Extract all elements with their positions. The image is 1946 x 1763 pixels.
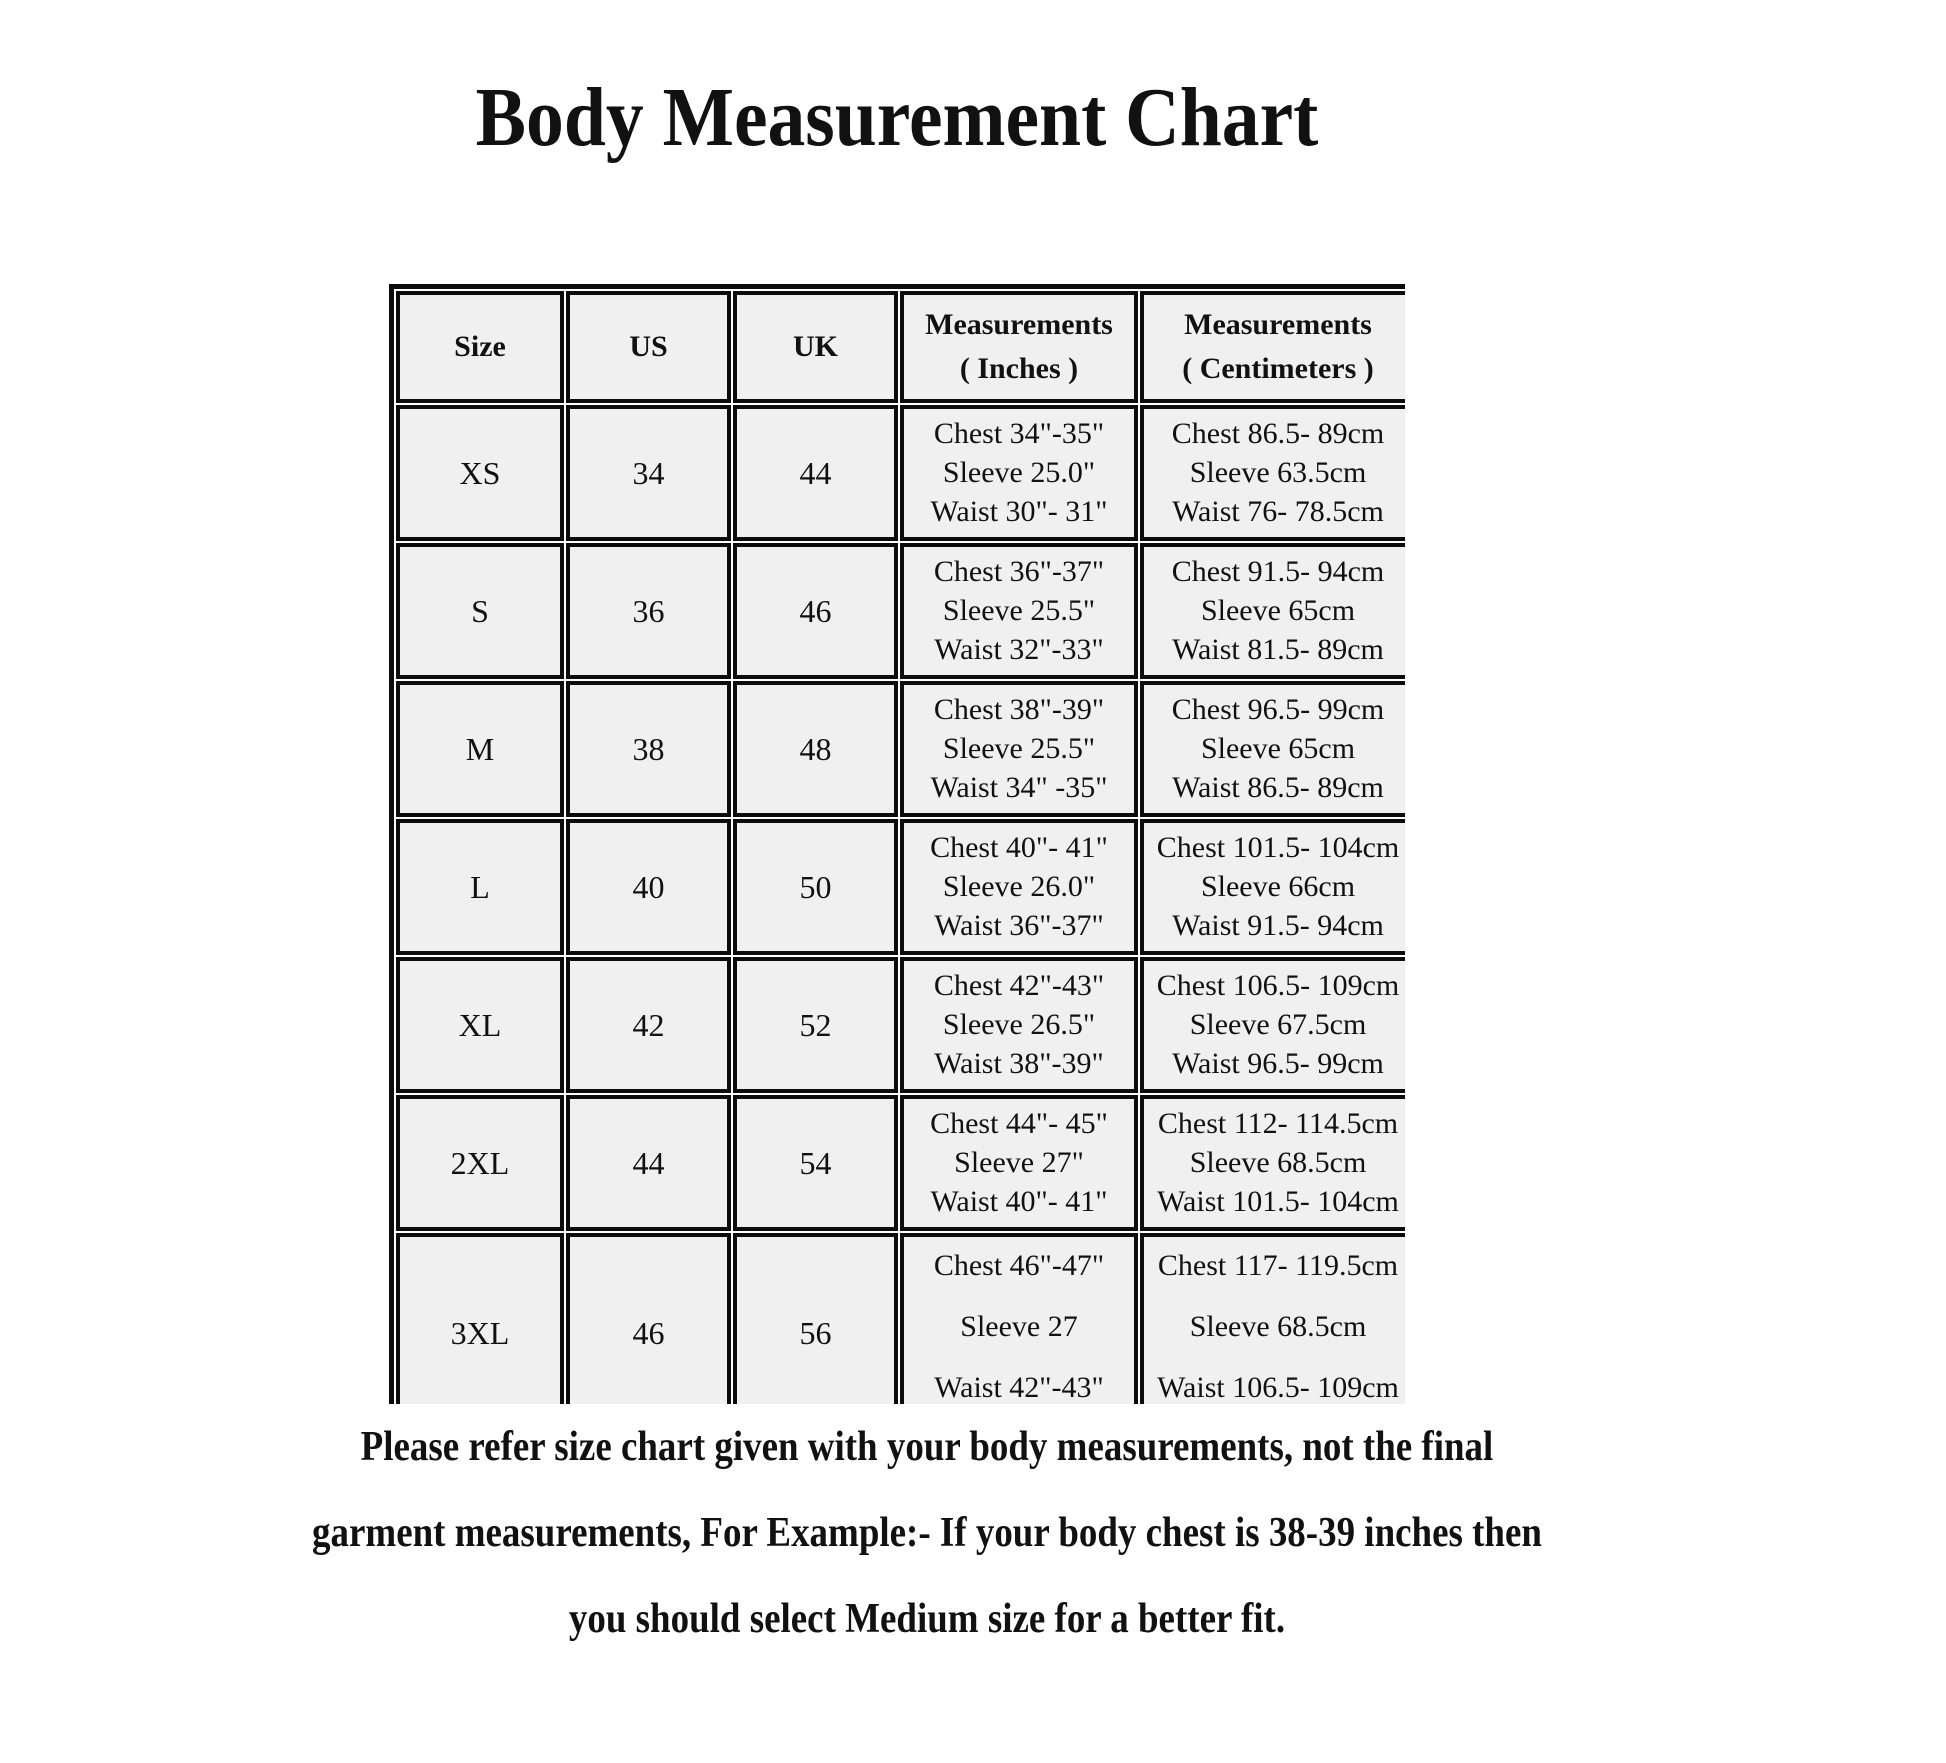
cm-measurements-cell [1140, 681, 1405, 817]
cm-measurements-cell [1140, 957, 1405, 1093]
inches-measurements-cell [900, 819, 1138, 955]
measurement-line: Waist 76- 78.5cm [1172, 495, 1384, 528]
measurement-line: Waist 91.5- 94cm [1172, 909, 1384, 942]
header-cell-2 [733, 291, 898, 403]
measurement-line: Waist 38"-39" [934, 1047, 1104, 1080]
measurement-line: Chest 112- 114.5cm [1157, 1107, 1399, 1140]
measurement-line: Chest 101.5- 104cm [1156, 831, 1400, 864]
inches-measurements-cell [900, 957, 1138, 1093]
us-cell: 46 [566, 1233, 731, 1404]
inches-measurement-lines [904, 825, 1134, 949]
header-cell-0 [396, 291, 564, 403]
measurement-line: Waist 106.5- 109cm [1157, 1371, 1399, 1404]
measurement-line: Chest 36"-37" [933, 555, 1105, 588]
header-cell-1 [566, 291, 731, 403]
measurement-line: Chest 106.5- 109cm [1156, 969, 1400, 1002]
measurement-line: Chest 42"-43" [933, 969, 1105, 1002]
cm-measurement-lines [1144, 1237, 1405, 1404]
table-row [396, 1095, 1405, 1231]
uk-cell: 44 [733, 405, 898, 541]
measurement-line: Chest 38"-39" [933, 693, 1105, 726]
measurement-line: Sleeve 25.5" [942, 732, 1096, 765]
uk-cell: 52 [733, 957, 898, 1093]
table-row [396, 405, 1405, 541]
inches-measurements-cell [900, 405, 1138, 541]
measurement-line: Waist 101.5- 104cm [1157, 1185, 1399, 1218]
measurement-line: Waist 40"- 41" [930, 1185, 1108, 1218]
measurement-line: Sleeve 26.5" [942, 1008, 1096, 1041]
content-column [389, 72, 1405, 1404]
us-cell: 42 [566, 957, 731, 1093]
measurement-line: Chest 86.5- 89cm [1171, 417, 1385, 450]
cm-measurements-cell [1140, 1095, 1405, 1231]
inches-measurements-cell [900, 1095, 1138, 1231]
measurement-line: Waist 96.5- 99cm [1172, 1047, 1384, 1080]
us-cell: 34 [566, 405, 731, 541]
header-line: US [629, 330, 668, 363]
cm-measurements-cell [1140, 819, 1405, 955]
us-cell: 44 [566, 1095, 731, 1231]
measurement-line: Sleeve 68.5cm [1189, 1146, 1367, 1179]
measurement-line: Chest 96.5- 99cm [1171, 693, 1385, 726]
header-line: Measurements [1184, 308, 1372, 341]
size-cell: M [396, 681, 564, 817]
measurement-line: Sleeve 63.5cm [1189, 456, 1367, 489]
measurement-line: Chest 34"-35" [933, 417, 1105, 450]
inches-measurements-cell [900, 1233, 1138, 1404]
header-cell-3 [900, 291, 1138, 403]
table-row [396, 957, 1405, 1093]
inches-measurement-lines [904, 1101, 1134, 1225]
size-cell: 2XL [396, 1095, 564, 1231]
measurement-line: Waist 42"-43" [934, 1371, 1104, 1404]
inches-measurement-lines [904, 411, 1134, 535]
measurement-line: Chest 46"-47" [933, 1249, 1105, 1282]
note-line: garment measurements, For Example:- If your body chest is 38-39 inches then [312, 1510, 1542, 1556]
note-line: Please refer size chart given with your body measurements, not the final [360, 1424, 1494, 1470]
measurement-line: Chest 117- 119.5cm [1157, 1249, 1399, 1282]
page-title: Body Measurement Chart [475, 71, 1319, 164]
table-body [396, 405, 1405, 1404]
inches-measurement-lines [904, 963, 1134, 1087]
cm-measurement-lines [1144, 549, 1405, 673]
us-cell: 38 [566, 681, 731, 817]
cm-measurement-lines [1144, 1101, 1405, 1225]
page [0, 72, 1946, 1763]
size-cell: XL [396, 957, 564, 1093]
inches-measurement-lines [904, 687, 1134, 811]
cm-measurement-lines [1144, 411, 1405, 535]
measurement-line: Waist 36"-37" [934, 909, 1104, 942]
size-cell: L [396, 819, 564, 955]
table-header [396, 291, 1405, 403]
uk-cell: 46 [733, 543, 898, 679]
cm-measurement-lines [1144, 825, 1405, 949]
uk-cell: 56 [733, 1233, 898, 1404]
measurement-line: Sleeve 65cm [1200, 732, 1356, 765]
cm-measurement-lines [1144, 687, 1405, 811]
header-cell-4 [1140, 291, 1405, 403]
header-line: ( Centimeters ) [1182, 352, 1374, 385]
inches-measurement-lines [904, 1237, 1134, 1404]
measurement-line: Waist 32"-33" [934, 633, 1104, 666]
inches-measurements-cell [900, 543, 1138, 679]
table-header-row [396, 291, 1405, 403]
measurement-line: Sleeve 25.0" [942, 456, 1096, 489]
header-line: UK [793, 330, 838, 363]
uk-cell: 48 [733, 681, 898, 817]
measurement-line: Sleeve 68.5cm [1189, 1310, 1367, 1343]
measurement-line: Waist 86.5- 89cm [1172, 771, 1384, 804]
measurement-line: Chest 91.5- 94cm [1171, 555, 1385, 588]
header-line: Size [454, 330, 506, 363]
size-cell: S [396, 543, 564, 679]
table-row [396, 543, 1405, 679]
measurement-line: Sleeve 67.5cm [1189, 1008, 1367, 1041]
measurement-line: Sleeve 27 [960, 1310, 1078, 1343]
header-line: Measurements [925, 308, 1113, 341]
us-cell: 36 [566, 543, 731, 679]
size-cell: XS [396, 405, 564, 541]
size-table-clip-region [389, 284, 1405, 1404]
measurement-line: Chest 44"- 45" [930, 1107, 1108, 1140]
cm-measurement-lines [1144, 963, 1405, 1087]
measurement-line: Chest 40"- 41" [930, 831, 1108, 864]
header-line: ( Inches ) [959, 352, 1079, 385]
size-cell: 3XL [396, 1233, 564, 1404]
measurement-line: Sleeve 25.5" [942, 594, 1096, 627]
measurement-line: Sleeve 66cm [1200, 870, 1356, 903]
measurement-line: Waist 30"- 31" [930, 495, 1108, 528]
us-cell: 40 [566, 819, 731, 955]
measurement-line: Sleeve 65cm [1200, 594, 1356, 627]
cm-measurements-cell [1140, 1233, 1405, 1404]
inches-measurements-cell [900, 681, 1138, 817]
note-line: you should select Medium size for a better fit. [568, 1596, 1286, 1642]
measurement-line: Waist 34" -35" [930, 771, 1108, 804]
cm-measurements-cell [1140, 405, 1405, 541]
measurement-line: Waist 81.5- 89cm [1172, 633, 1384, 666]
table-row [396, 819, 1405, 955]
uk-cell: 54 [733, 1095, 898, 1231]
measurement-line: Sleeve 26.0" [942, 870, 1096, 903]
body-measurement-table [389, 284, 1405, 1404]
table-row [396, 681, 1405, 817]
footer-note [0, 1404, 1854, 1662]
cm-measurements-cell [1140, 543, 1405, 679]
table-row [396, 1233, 1405, 1404]
uk-cell: 50 [733, 819, 898, 955]
inches-measurement-lines [904, 549, 1134, 673]
measurement-line: Sleeve 27" [954, 1146, 1084, 1179]
